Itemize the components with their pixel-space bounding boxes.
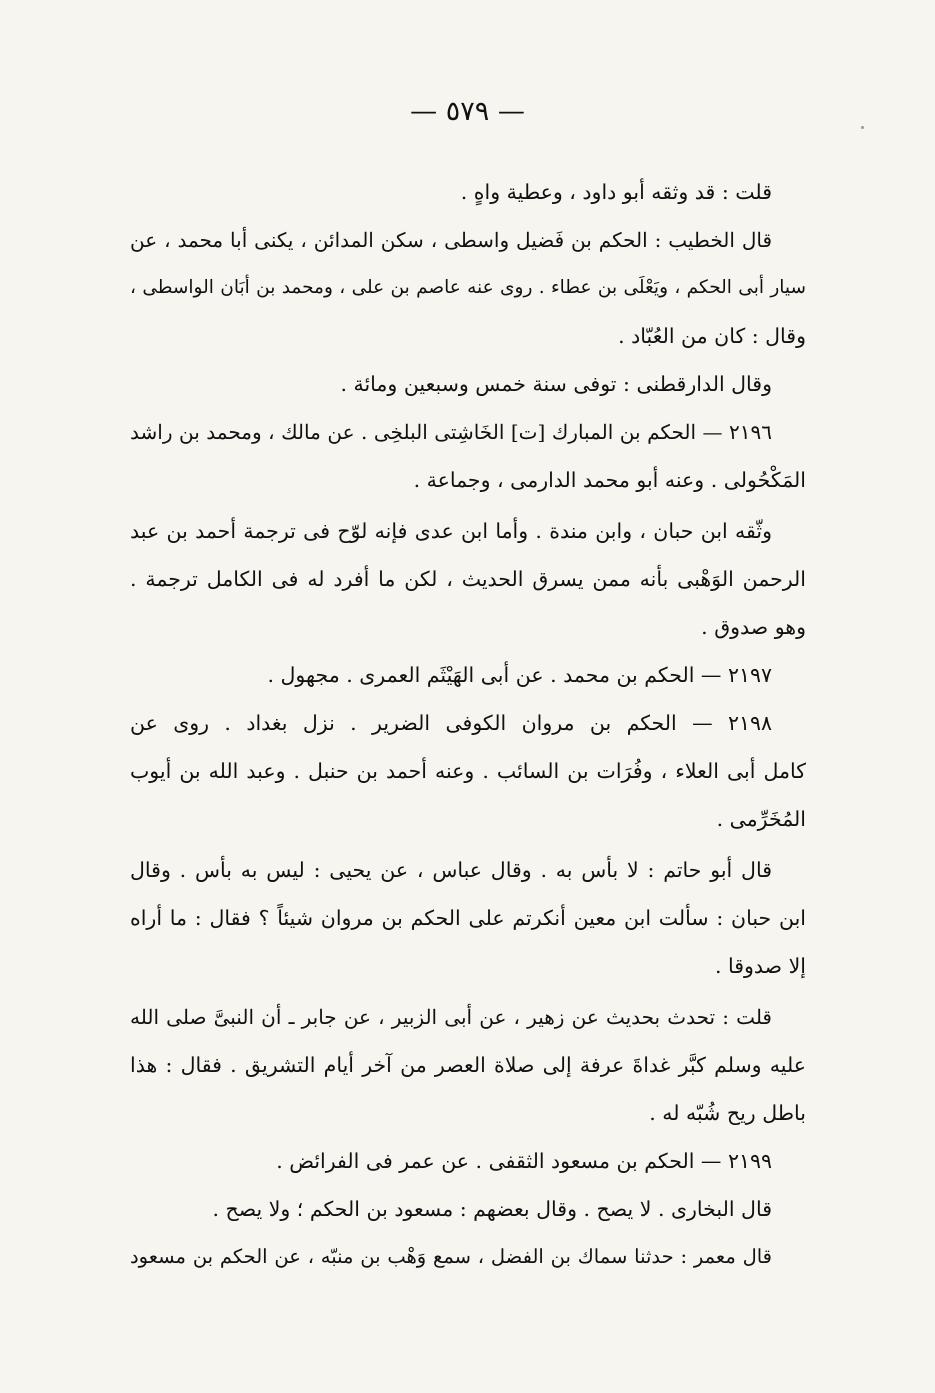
text-line: سيار أبى الحكم ، ويَعْلَى بن عطاء . روى عنه عاصم بن على ، ومحمد بن أبَان الواسطى ، xyxy=(130,277,806,298)
text-line: قال البخارى . لا يصح . وقال بعضهم : مسعود بن الحكم ؛ ولا يصح . xyxy=(212,1197,772,1221)
text-line: وقال الدارقطنى : توفى سنة خمس وسبعين ومائة . xyxy=(340,372,772,396)
text-line: كامل أبى العلاء ، وفُرَات بن السائب . وعنه أحمد بن حنبل . وعبد الله بن أيوب xyxy=(130,759,806,783)
text-line: المَكْحُولى . وعنه أبو محمد الدارمى ، وجماعة . xyxy=(413,468,806,492)
text-line: وثّقه ابن حبان ، وابن مندة . وأما ابن عدى فإنه لوّح فى ترجمة أحمد بن عبد xyxy=(130,519,772,543)
page-body-text xyxy=(130,168,806,1281)
text-line: باطل ريح شُبّه له . xyxy=(649,1101,806,1125)
text-line: قال معمر : حدثنا سماك بن الفضل ، سمع وَهْب بن منبّه ، عن الحكم بن مسعود xyxy=(130,1245,772,1268)
text-line: قال الخطيب : الحكم بن فَضيل واسطى ، سكن المدائن ، يكنى أبا محمد ، عن xyxy=(130,228,773,252)
text-line: ٢١٩٩ — الحكم بن مسعود الثقفى . عن عمر فى الفرائض . xyxy=(276,1149,772,1173)
text-line: ابن حبان : سألت ابن معين أنكرتم على الحكم بن مروان شيئاً ؟ فقال : ما أراه xyxy=(130,906,806,930)
text-line: قلت : قد وثقه أبو داود ، وعطية واهٍ . xyxy=(460,180,772,204)
text-line: وهو صدوق . xyxy=(701,615,806,639)
text-line: ٢١٩٦ — الحكم بن المبارك [ت] الخَاشِتى البلخِى . عن مالك ، ومحمد بن راشد xyxy=(130,420,772,444)
text-line: الرحمن الوَهْبى بأنه ممن يسرق الحديث ، لكن ما أفرد له فى الكامل ترجمة . xyxy=(130,567,806,591)
text-line: ٢١٩٧ — الحكم بن محمد . عن أبى الهَيْثَم العمرى . مجهول . xyxy=(267,663,772,687)
text-line: إلا صدوقا . xyxy=(714,954,806,978)
text-line: قلت : تحدث بحديث عن زهير ، عن أبى الزبير ، عن جابر ـ أن النبىَّ صلى الله xyxy=(130,1005,772,1029)
page-number: — ٥٧٩ — xyxy=(410,96,525,127)
text-line: ٢١٩٨ — الحكم بن مروان الكوفى الضرير . نزل بغداد . روى عن xyxy=(130,711,772,735)
text-line: عليه وسلم كبَّر غداةَ عرفة إلى صلاة العصر من آخر أيام التشريق . فقال : هذا xyxy=(130,1053,806,1077)
text-line: وقال : كان من العُبّاد . xyxy=(618,324,806,348)
text-line: المُخَرِّمى . xyxy=(716,807,806,831)
text-line: قال أبو حاتم : لا بأس به . وقال عباس ، عن يحيى : ليس به بأس . وقال xyxy=(130,858,772,882)
